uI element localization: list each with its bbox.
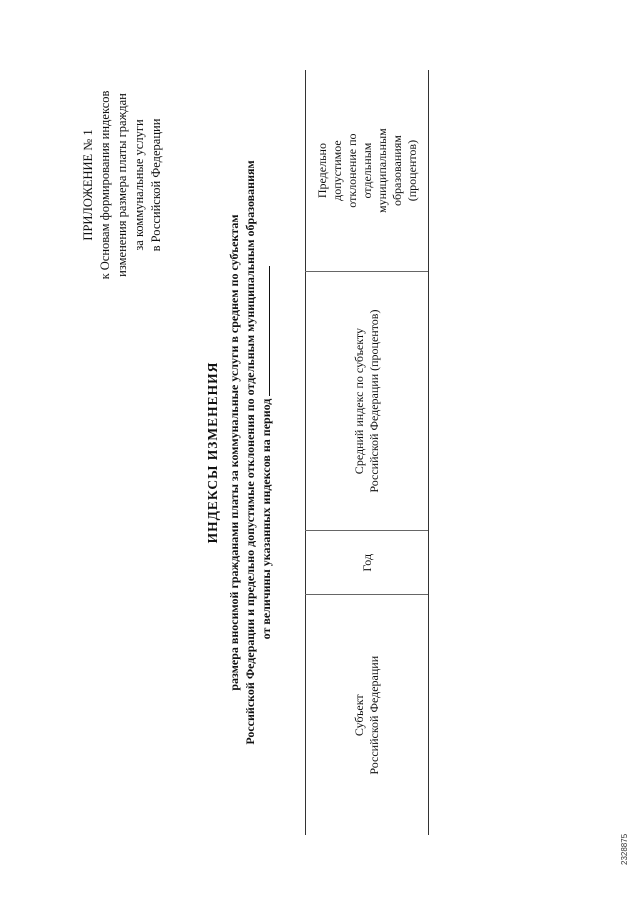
header-max-deviation-line: допустимое <box>329 140 344 201</box>
header-average-index-line: Средний индекс по субъекту <box>352 327 366 475</box>
header-subject-line: Российской Федерации <box>367 655 381 775</box>
appendix-line: за коммунальные услуги <box>132 119 146 251</box>
header-average-index <box>306 272 429 531</box>
document-number: 2328875 <box>620 833 629 865</box>
period-blank-line <box>259 266 270 396</box>
header-max-deviation-line: (процентов) <box>404 139 419 202</box>
subtitle-line-3 <box>258 40 274 865</box>
subtitle-line-3-text: от величины указанных индексов на период <box>259 398 273 640</box>
table-header-row <box>306 70 429 835</box>
header-year-line: Год <box>359 553 374 572</box>
indices-table <box>305 70 429 835</box>
subtitle-line-1: размера вносимой гражданами платы за коммунальные услуги в среднем по субъектам <box>227 214 241 691</box>
header-subject <box>306 595 429 835</box>
header-year <box>306 531 429 595</box>
header-subject-line: Субъект <box>352 694 366 737</box>
appendix-line: к Основам формирования индексов <box>98 90 112 280</box>
document-subtitle <box>226 40 274 865</box>
header-max-deviation <box>306 70 429 272</box>
appendix-block <box>80 55 165 315</box>
subtitle-line-2: Российской Федерации и предельно допустимые отклонения по отдельным муниципальным образованиям <box>243 160 257 745</box>
header-max-deviation-line: муниципальным <box>374 128 389 213</box>
header-max-deviation-line: отдельным <box>359 142 374 199</box>
header-average-index-line: Российской Федерации (процентов) <box>367 309 381 493</box>
appendix-line: изменения размера платы граждан <box>115 93 129 277</box>
document-title: ИНДЕКСЫ ИЗМЕНЕНИЯ <box>205 361 220 544</box>
header-max-deviation-line: Предельно <box>314 143 329 199</box>
header-max-deviation-line: образованиям <box>389 135 404 207</box>
appendix-line: в Российской Федерации <box>149 118 163 252</box>
appendix-line: ПРИЛОЖЕНИЕ № 1 <box>81 129 95 241</box>
header-max-deviation-line: отклонение по <box>344 133 359 208</box>
